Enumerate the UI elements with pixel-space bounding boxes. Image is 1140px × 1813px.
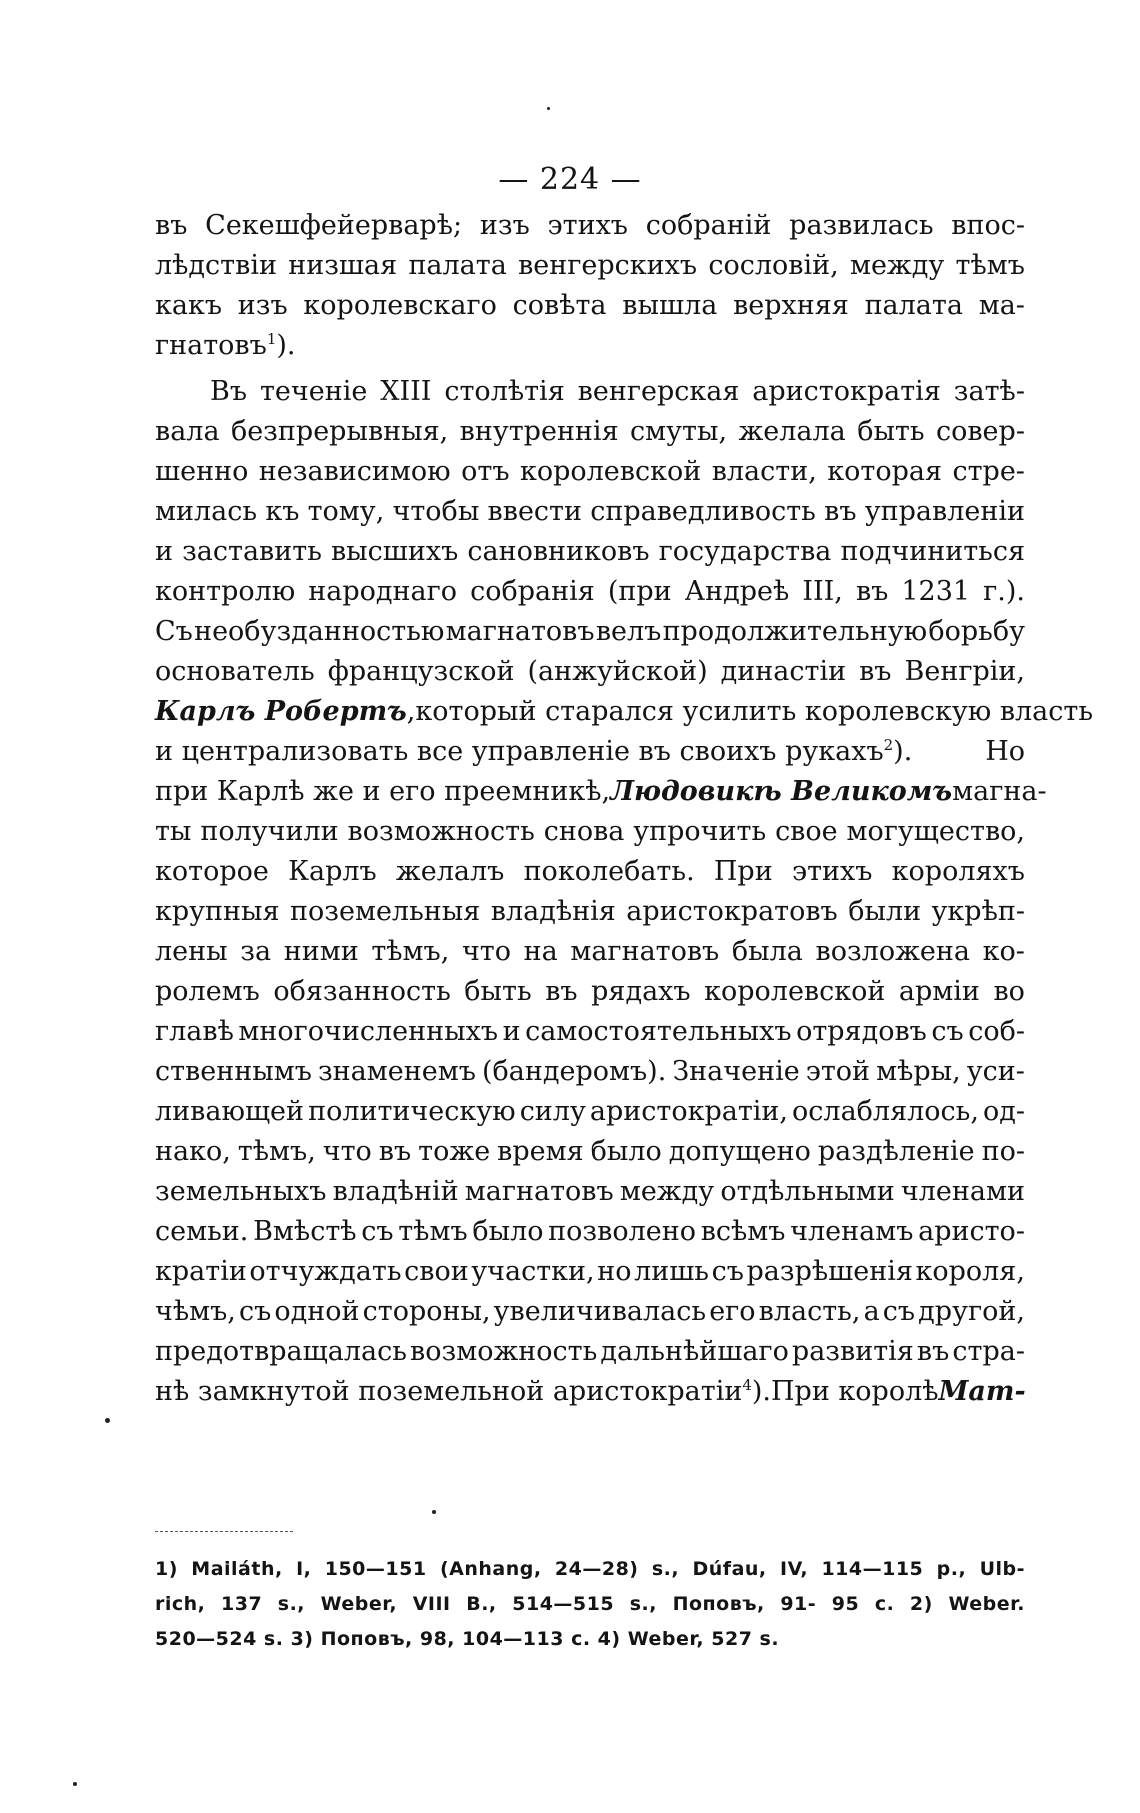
text-line: контролю народнаго собранія (при Андреѣ III, въ 1231 г.). (155, 576, 1025, 607)
footnote-line: 520—524 s. 3) Поповъ, 98, 104—113 с. 4) Weber, 527 s. (155, 1628, 780, 1650)
text-line: шенно независимою отъ королевской власти, которая стре- (155, 456, 1025, 487)
text-line: нако, тѣмъ, что въ тоже время было допущено раздѣленіе по- (155, 1136, 1025, 1167)
text-line: лены за ними тѣмъ, что на магнатовъ была возложена ко- (155, 936, 1025, 967)
footnote-line: rich, 137 s., Weber, VIII B., 514—515 s., Поповъ, 91- 95 c. 2) Weber. (155, 1593, 1025, 1615)
text-line: которое Карлъ желалъ поколебать. При этихъ короляхъ (155, 856, 1025, 887)
text-line: основатель французской (анжуйской) династіи въ Венгріи, (155, 656, 1025, 687)
scan-speck (105, 1418, 110, 1423)
footnote-separator (155, 1531, 293, 1532)
text-line: Съ необузданностью магнатовъ велъ продолжительную борьбу (155, 616, 1025, 647)
page-number: — 224 — (498, 162, 642, 197)
text-line: въ Секешфейерварѣ; изъ этихъ собраній развилась впос- (155, 210, 1025, 241)
text-line: при Карлѣ же и его преемникѣ, Людовикѣ Великомъ магна- (155, 772, 1025, 812)
text-line: вала безпрерывныя, внутреннія смуты, желала быть совер- (155, 416, 1025, 447)
text-line: Карлъ Робертъ, который старался усилить королевскую власть (155, 696, 1094, 727)
footnote-ref: 1 (266, 330, 277, 348)
text-line: и централизовать все управленіе въ своихъ рукахъ$^2$). Но (155, 736, 1025, 767)
text-line: крупныя поземельныя владѣнія аристократовъ были укрѣп- (155, 896, 1025, 927)
text-line: земельныхъ владѣній магнатовъ между отдѣльными членами (155, 1176, 1025, 1207)
text-line: чѣмъ, съ одной стороны, увеличивалась его власть, а съ другой, (155, 1296, 1025, 1327)
footnote-ref: 4 (742, 1376, 752, 1394)
text-line: ты получили возможность снова упрочить свое могущество, (155, 816, 1025, 847)
emphasis-name: Людовикѣ Великомъ (610, 776, 953, 807)
text-line: ролемъ обязанность быть въ рядахъ королевской арміи во (155, 976, 1025, 1007)
text-line: ливающей политическую силу аристократіи, ослаблялось, од- (155, 1096, 1025, 1127)
footnotes (155, 1552, 1025, 1657)
text-line: какъ изъ королевскаго совѣта вышла верхняя палата ма- (155, 290, 1025, 321)
text-line: семьи. Вмѣстѣ съ тѣмъ было позволено всѣмъ членамъ аристо- (155, 1216, 1025, 1247)
emphasis-name: Мат- (938, 1376, 1026, 1407)
text-line: и заставить высшихъ сановниковъ государства подчиниться (155, 536, 1025, 567)
footnote-ref: 2 (883, 736, 894, 754)
scan-speck (432, 1510, 436, 1514)
text-line: Въ теченіе XIII столѣтія венгерская аристократія затѣ- (210, 376, 1025, 407)
text-line: кратіи отчуждать свои участки, но лишь съ разрѣшенія короля, (155, 1256, 1025, 1287)
text-line: ственнымъ знаменемъ (бандеромъ). Значеніе этой мѣры, уси- (155, 1056, 1025, 1087)
text-line: главѣ многочисленныхъ и самостоятельныхъ отрядовъ съ соб- (155, 1016, 1025, 1047)
text-line: предотвращалась возможность дальнѣйшаго развитія въ стра- (155, 1336, 1025, 1367)
footnote-line: 1) Mailáth, I, 150—151 (Anhang, 24—28) s., Dúfau, IV, 114—115 p., Ulb- (155, 1558, 1025, 1580)
text-line: лѣдствіи низшая палата венгерскихъ сословій, между тѣмъ (155, 250, 1025, 281)
text-line: милась къ тому, чтобы ввести справедливость въ управленіи (155, 496, 1025, 527)
text-line: нѣ замкнутой поземельной аристократіи$^4$). При королѣ Мат- (155, 1372, 1025, 1412)
scan-speck (73, 1782, 77, 1786)
scan-speck (547, 107, 550, 110)
text-line: гнатовъ$^1$). (155, 330, 296, 361)
emphasis-name: Карлъ Робертъ (155, 696, 407, 727)
